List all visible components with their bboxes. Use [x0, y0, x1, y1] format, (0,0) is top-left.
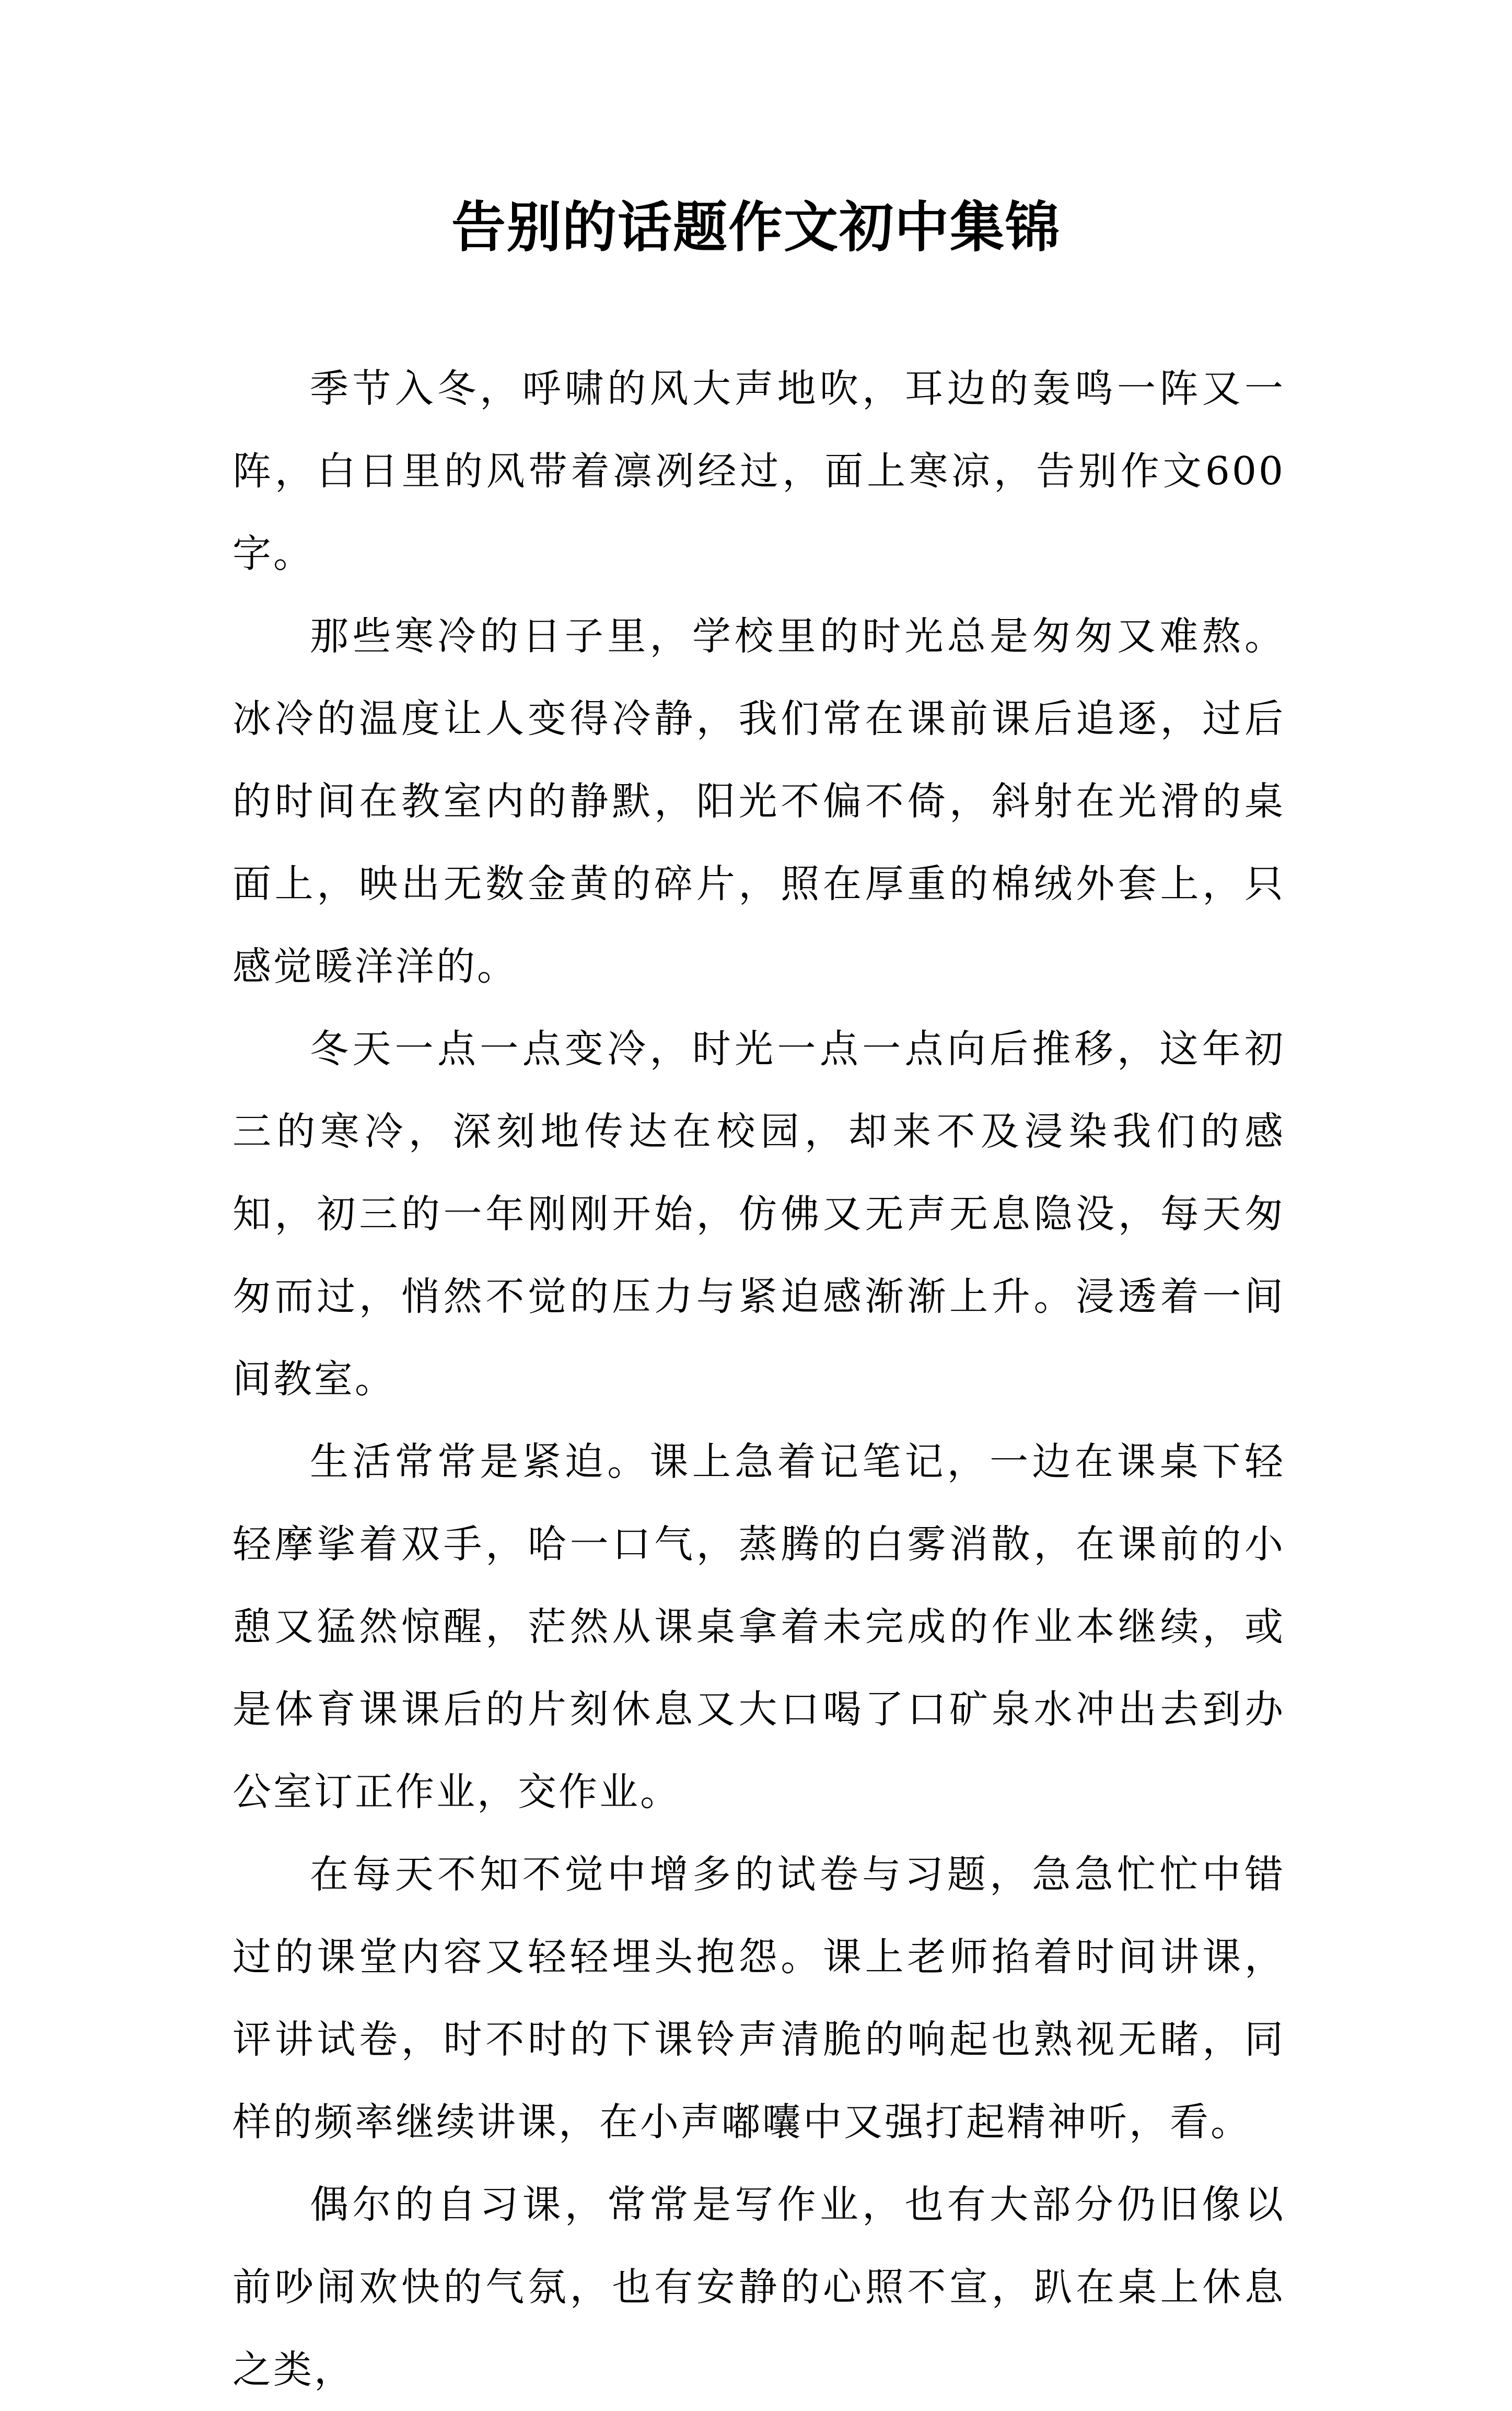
document-title: 告别的话题作文初中集锦 [451, 195, 1061, 259]
paragraph: 冬天一点一点变冷，时光一点一点向后推移，这年初三的寒冷，深刻地传达在校园，却来不及浸染我们的感知，初三的一年刚刚开始，仿佛又无声无息隐没，每天匆匆而过，悄然不觉的压力与紧迫感渐渐上升。浸透着一间间教室。 [232, 1027, 1285, 1402]
paragraph: 季节入冬，呼啸的风大声地吹，耳边的轰鸣一阵又一阵，白日里的风带着凛冽经过，面上寒凉，告别作文600字。 [232, 366, 1285, 576]
paragraph: 那些寒冷的日子里，学校里的时光总是匆匆又难熬。冰冷的温度让人变得冷静，我们常在课前课后追逐，过后的时间在教室内的静默，阳光不偏不倚，斜射在光滑的桌面上，映出无数金黄的碎片，照在厚重的棉绒外套上，只感觉暖洋洋的。 [232, 614, 1285, 989]
paragraph: 偶尔的自习课，常常是写作业，也有大部分仍旧像以前吵闹欢快的气氛，也有安静的心照不宣，趴在桌上休息之类， [232, 2182, 1285, 2392]
paragraph: 生活常常是紧迫。课上急着记笔记，一边在课桌下轻轻摩挲着双手，哈一口气，蒸腾的白雾消散，在课前的小憩又猛然惊醒，茫然从课桌拿着未完成的作业本继续，或是体育课课后的片刻休息又大口喝了口矿泉水冲出去到办公室订正作业，交作业。 [232, 1439, 1285, 1814]
document-body [232, 347, 1285, 2411]
paragraph: 在每天不知不觉中增多的试卷与习题，急急忙忙中错过的课堂内容又轻轻埋头抱怨。课上老师掐着时间讲课，评讲试卷，时不时的下课铃声清脆的响起也熟视无睹，同样的频率继续讲课，在小声嘟囔中又强打起精神听，看。 [232, 1852, 1285, 2145]
